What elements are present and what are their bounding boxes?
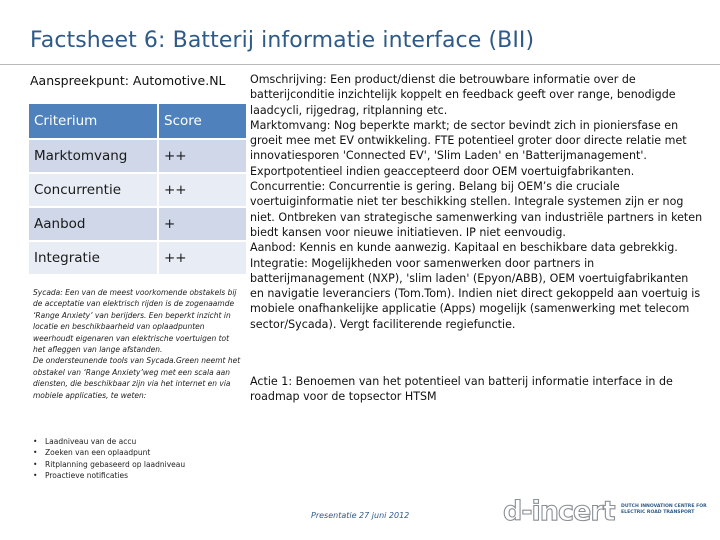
page-title: Factsheet 6: Batterij informatie interface (BII) (30, 28, 535, 53)
description-marktomvang: Marktomvang: Nog beperkte markt; de sector bevindt zich in pioniersfase en groeit mee met EV ontwikkeling. FTE potentieel groter door directe relatie met innovatiesporen 'Connected EV', 'Slim Laden' en 'Batterijmanagement'. Exportpotentieel indien geaccepteerd door OEM voertuigfabrikanten. (250, 118, 687, 178)
criterium-cell: Integratie (29, 241, 158, 275)
list-item: • Proactieve notificaties (33, 470, 243, 481)
table-row (29, 139, 246, 173)
sycada-note (33, 287, 243, 401)
note-bullet-list (33, 436, 243, 482)
description-concurrentie: Concurrentie: Concurrentie is gering. Belang bij OEM’s die cruciale voertuiginformatie niet ter beschikking stellen. Integrale systemen zijn er nog niet. Ontbreken van strategische samenwerking van industriële partners in keten biedt kansen voor nieuwe initiatieven. IP niet eenvoudig. (250, 180, 703, 239)
description-omschrijving: Omschrijving: Een product/dienst die betrouwbare informatie over de batterijconditie inzichtelijk koppelt en feedback geeft over range, benodigde laadcycli, rijgedrag, ritplanning etc. (250, 73, 676, 117)
list-item: • Laadniveau van de accu (33, 436, 243, 447)
criterium-cell: Marktomvang (29, 139, 158, 173)
criterium-cell: Aanbod (29, 207, 158, 241)
presentation-date: Presentatie 27 juni 2012 (311, 511, 410, 520)
criterium-cell: Concurrentie (29, 173, 158, 207)
criteria-table (29, 104, 246, 276)
description-integratie: Integratie: Mogelijkheden voor samenwerken door partners in batterijmanagement (NXP), 'slim laden' (Epyon/ABB), OEM voertuigfabrikanten en navigatie leveranciers (Tom.Tom). Indien niet direct gekoppeld aan voertuig is mobiele onafhankelijke applicatie (Apps) mogelijk (samenwerking met telecom sector/Sycada). Vergt faciliterende regiefunctie. (250, 256, 701, 331)
list-item: • Ritplanning gebaseerd op laadniveau (33, 459, 243, 470)
note-paragraph-1: Sycada: Een van de meest voorkomende obstakels bij de acceptatie van elektrisch rijden is de zogenaamde ‘Range Anxiety’ van berijders. Een beperkt inzicht in locatie en beschikbaarheid van oplaadpunten weerhoudt eigenaren van elektrische voertuigen tot het afleggen van lange afstanden. (33, 288, 237, 355)
score-cell: ++ (158, 139, 246, 173)
logo-tagline: DUTCH INNOVATION CENTRE FOR ELECTRIC ROAD TRANSPORT (621, 504, 707, 515)
table-row (29, 241, 246, 275)
description-aanbod: Aanbod: Kennis en kunde aanwezig. Kapitaal en beschikbare data gebrekkig. (250, 241, 678, 255)
header-score: Score (158, 104, 246, 139)
header-criterium: Criterium (29, 104, 158, 139)
d-incert-logo (503, 498, 715, 532)
table-header-row (29, 104, 246, 139)
score-cell: ++ (158, 241, 246, 275)
table-row (29, 173, 246, 207)
note-paragraph-2: De ondersteunende tools van Sycada.Green neemt het obstakel van ‘Range Anxiety’weg met een scala aan diensten, die beschikbaar zijn via het internet en via mobiele applicaties, te weten: (33, 356, 241, 400)
list-item: • Zoeken van een oplaadpunt (33, 447, 243, 458)
logo-wordmark: d-incert (503, 496, 615, 527)
description-block (250, 72, 705, 332)
score-cell: + (158, 207, 246, 241)
score-cell: ++ (158, 173, 246, 207)
action-text: Actie 1: Benoemen van het potentieel van batterij informatie interface in de roadmap voor de topsector HTSM (250, 375, 673, 404)
contact-label: Aanspreekpunt: Automotive.NL (30, 73, 226, 88)
title-divider (0, 64, 720, 65)
table-row (29, 207, 246, 241)
